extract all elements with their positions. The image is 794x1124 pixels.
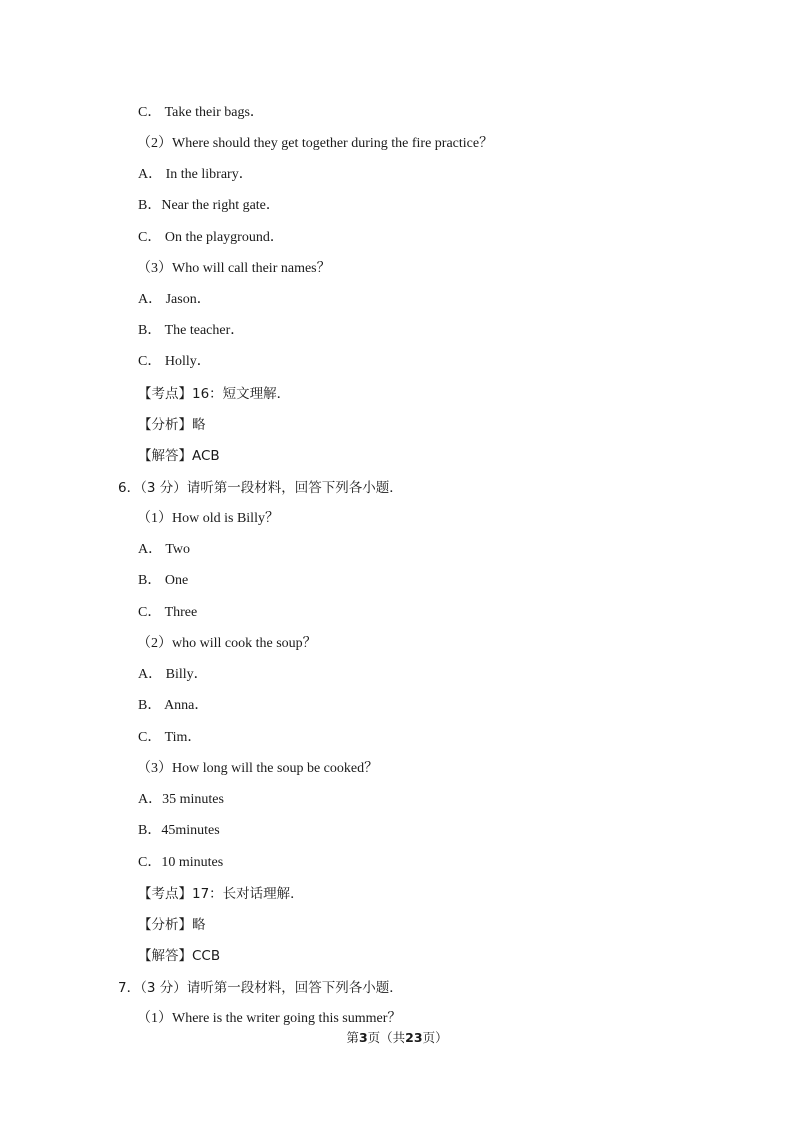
option-a: A． Jason． bbox=[138, 292, 211, 307]
option-b: B． The teacher． bbox=[138, 323, 245, 338]
footer-middle: 页（共 bbox=[367, 1030, 406, 1045]
option-b: B． One bbox=[138, 573, 189, 588]
option-b: B．Near the right gate． bbox=[138, 198, 280, 213]
sub-question: （3）Who will call their names？ bbox=[137, 261, 331, 276]
knowledge-point: 【考点】16：短文理解． bbox=[138, 386, 291, 402]
option-a: A．35 minutes bbox=[138, 792, 224, 807]
footer-prefix: 第 bbox=[346, 1030, 359, 1045]
sub-question: （1）Where is the writer going this summer？ bbox=[137, 1011, 402, 1026]
sub-question: （2）Where should they get together during the fire practice？ bbox=[137, 136, 494, 151]
option-b: B． Anna． bbox=[138, 698, 209, 713]
option-c: C． On the playground． bbox=[138, 230, 284, 245]
page-footer bbox=[0, 1028, 794, 1046]
knowledge-point: 【考点】17：长对话理解． bbox=[138, 886, 304, 902]
option-c: C． Holly． bbox=[138, 354, 211, 369]
option-c: C． Take their bags． bbox=[138, 105, 264, 120]
answer: 【解答】ACB bbox=[138, 448, 220, 464]
option-a: A． Two bbox=[138, 542, 191, 557]
question-heading: 7．（3 分）请听第一段材料，回答下列各小题． bbox=[118, 980, 403, 996]
question-heading: 6．（3 分）请听第一段材料，回答下列各小题． bbox=[118, 480, 403, 496]
option-a: A． Billy． bbox=[138, 667, 208, 682]
option-a: A． In the library． bbox=[138, 167, 253, 182]
analysis: 【分析】略 bbox=[138, 917, 206, 933]
sub-question: （3）How long will the soup be cooked？ bbox=[137, 761, 379, 776]
option-c: C．10 minutes bbox=[138, 855, 224, 870]
sub-question: （1）How old is Billy？ bbox=[137, 511, 279, 526]
footer-page-number: 3 bbox=[358, 1030, 368, 1045]
option-c: C． Three bbox=[138, 605, 198, 620]
answer: 【解答】CCB bbox=[138, 948, 221, 964]
footer-suffix: 页） bbox=[422, 1030, 448, 1045]
footer-total-pages: 23 bbox=[405, 1030, 423, 1045]
option-b: B．45minutes bbox=[138, 823, 220, 838]
option-c: C． Tim． bbox=[138, 730, 202, 745]
sub-question: （2）who will cook the soup？ bbox=[137, 636, 317, 651]
analysis: 【分析】略 bbox=[138, 417, 206, 433]
